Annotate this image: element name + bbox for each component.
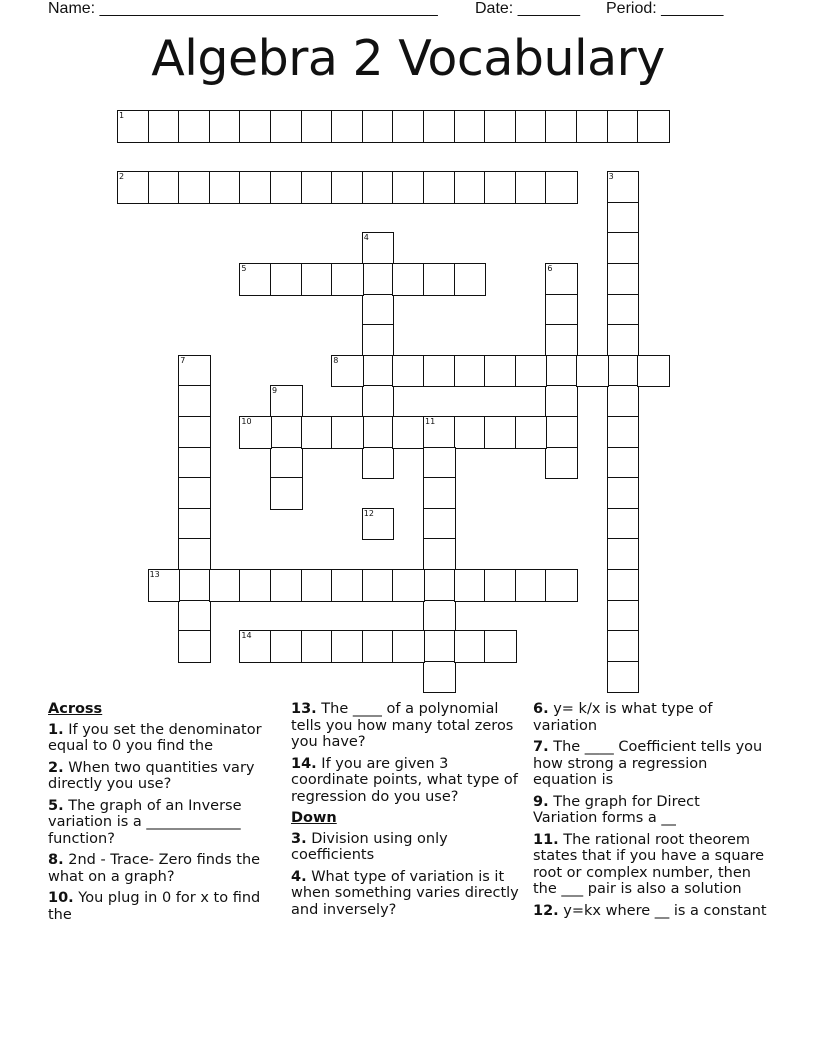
crossword-cell[interactable]: [239, 416, 272, 449]
name-field-label: Name: ______________________________________: [48, 0, 438, 17]
crossword-cell[interactable]: [607, 324, 640, 357]
clue-number: 7: [180, 355, 186, 365]
crossword-cell[interactable]: [423, 477, 456, 510]
crossword-cell[interactable]: [607, 569, 640, 602]
crossword-cell[interactable]: [301, 263, 334, 296]
crossword-cell[interactable]: [607, 661, 640, 694]
clue-3-down: 3. Division using only coefficients: [291, 830, 448, 863]
crossword-cell[interactable]: [117, 171, 150, 204]
crossword-cell[interactable]: [178, 538, 211, 571]
crossword-cell[interactable]: [392, 110, 425, 143]
crossword-cell[interactable]: [362, 232, 395, 265]
crossword-cell[interactable]: [576, 110, 609, 143]
clue-number: 8: [333, 355, 339, 365]
crossword-cell[interactable]: [607, 600, 640, 633]
clue-number: 5: [241, 264, 247, 273]
crossword-cell[interactable]: [423, 355, 456, 388]
crossword-cell[interactable]: [270, 477, 303, 510]
crossword-cell[interactable]: [423, 171, 456, 204]
crossword-cell[interactable]: [301, 416, 334, 449]
crossword-cell[interactable]: [362, 569, 395, 602]
crossword-cell[interactable]: [637, 110, 670, 143]
crossword-cell[interactable]: [178, 171, 211, 204]
crossword-cell[interactable]: [515, 110, 548, 143]
crossword-cell[interactable]: [392, 569, 425, 602]
crossword-cell[interactable]: [270, 569, 303, 602]
crossword-cell[interactable]: [148, 110, 181, 143]
crossword-cell[interactable]: [209, 171, 242, 204]
crossword-cell[interactable]: [515, 416, 548, 449]
crossword-cell[interactable]: [423, 569, 456, 602]
clue-number: 6: [547, 264, 553, 273]
crossword-cell[interactable]: [270, 447, 303, 480]
clue-number: 3: [608, 172, 614, 182]
crossword-cell[interactable]: [545, 324, 578, 357]
crossword-cell[interactable]: [392, 416, 425, 449]
crossword-cell[interactable]: [607, 171, 640, 204]
clue-6-down: 6. y= k/x is what type of variation: [533, 701, 713, 734]
crossword-cell[interactable]: [362, 416, 395, 449]
crossword-cell[interactable]: [484, 630, 517, 663]
crossword-cell[interactable]: [117, 110, 150, 143]
crossword-cell[interactable]: [331, 569, 364, 602]
crossword-cell[interactable]: [362, 447, 395, 480]
clue-13-across: 13. The ____ of a polynomial tells you how many total zeros you have?: [291, 701, 514, 750]
crossword-cell[interactable]: [454, 263, 487, 296]
clue-14-across: 14. If you are given 3 coordinate points, what type of regression do you use?: [291, 755, 518, 805]
crossword-cell[interactable]: [270, 416, 303, 449]
crossword-cell[interactable]: [484, 110, 517, 143]
crossword-cell[interactable]: [607, 385, 640, 418]
crossword-cell[interactable]: [392, 355, 425, 388]
clue-12-down: 12. y=kx where __ is a constant: [533, 902, 767, 919]
clues-column-3: [533, 701, 768, 924]
clue-10-across: 10. You plug in 0 for x to find the: [48, 890, 261, 923]
crossword-cell[interactable]: [607, 538, 640, 571]
crossword-cell[interactable]: [576, 355, 609, 388]
crossword-cell[interactable]: [178, 447, 211, 480]
clue-1-across: 1. If you set the denominator equal to 0 you find the: [48, 721, 262, 754]
crossword-cell[interactable]: [545, 416, 578, 449]
crossword-cell[interactable]: [423, 600, 456, 633]
crossword-cell[interactable]: [423, 538, 456, 571]
crossword-cell[interactable]: [362, 171, 395, 204]
crossword-cell[interactable]: [362, 110, 395, 143]
crossword-cell[interactable]: [178, 508, 211, 541]
crossword-cell[interactable]: [423, 416, 456, 449]
clue-4-down: 4. What type of variation is it when something varies directly and inversely?: [291, 868, 519, 918]
crossword-cell[interactable]: [607, 202, 640, 235]
crossword-cell[interactable]: [362, 630, 395, 663]
crossword-cell[interactable]: [515, 569, 548, 602]
crossword-cell[interactable]: [270, 171, 303, 204]
crossword-cell[interactable]: [270, 110, 303, 143]
crossword-cell[interactable]: [607, 477, 640, 510]
clue-number: 12: [363, 508, 374, 518]
crossword-cell[interactable]: [239, 263, 272, 296]
crossword-cell[interactable]: [545, 385, 578, 418]
crossword-cell[interactable]: [545, 263, 578, 296]
crossword-cell[interactable]: [178, 600, 211, 633]
clue-8-across: 8. 2nd - Trace- Zero finds the what on a graph?: [48, 852, 261, 885]
crossword-cell[interactable]: [454, 630, 487, 663]
crossword-cell[interactable]: [454, 569, 487, 602]
crossword-cell[interactable]: [454, 171, 487, 204]
crossword-cell[interactable]: [331, 110, 364, 143]
clue-2-across: 2. When two quantities vary directly you use?: [48, 759, 255, 792]
clue-number: 2: [119, 172, 125, 182]
crossword-cell[interactable]: [239, 630, 272, 663]
crossword-cell[interactable]: [239, 569, 272, 602]
crossword-cell[interactable]: [331, 630, 364, 663]
crossword-cell[interactable]: [178, 385, 211, 418]
crossword-cell[interactable]: [270, 263, 303, 296]
crossword-cell[interactable]: [301, 171, 334, 204]
crossword-cell[interactable]: [209, 569, 242, 602]
clue-number: 4: [363, 233, 369, 243]
clue-7-down: 7. The ____ Coefficient tells you how strong a regression equation is: [533, 739, 763, 788]
crossword-cell[interactable]: [362, 508, 395, 541]
crossword-cell[interactable]: [301, 630, 334, 663]
crossword-cell[interactable]: [545, 110, 578, 143]
crossword-cell[interactable]: [484, 171, 517, 204]
crossword-cell[interactable]: [331, 416, 364, 449]
crossword-cell[interactable]: [454, 110, 487, 143]
crossword-cell[interactable]: [239, 171, 272, 204]
crossword-cell[interactable]: [178, 110, 211, 143]
date-field-label: Date: _______: [475, 0, 580, 17]
down-heading: Down: [291, 810, 337, 826]
clue-5-across: 5. The graph of an Inverse variation is a _____________ function?: [48, 797, 242, 847]
crossword-cell[interactable]: [545, 355, 578, 388]
crossword-cell[interactable]: [362, 263, 395, 296]
crossword-cell[interactable]: [607, 447, 640, 480]
crossword-cell[interactable]: [148, 569, 181, 602]
crossword-cell[interactable]: [301, 110, 334, 143]
page-title: Algebra 2 Vocabulary: [151, 30, 665, 87]
crossword-cell[interactable]: [270, 385, 303, 418]
crossword-cell[interactable]: [178, 630, 211, 663]
crossword-cell[interactable]: [178, 569, 211, 602]
crossword-cell[interactable]: [637, 355, 670, 388]
crossword-cell[interactable]: [423, 110, 456, 143]
crossword-cell[interactable]: [270, 630, 303, 663]
crossword-cell[interactable]: [515, 355, 548, 388]
clue-9-down: 9. The graph for Direct Variation forms a __: [533, 793, 700, 826]
clue-number: 1: [119, 111, 125, 120]
crossword-cell[interactable]: [545, 171, 578, 204]
clue-number: 11: [425, 417, 436, 426]
crossword-cell[interactable]: [607, 263, 640, 296]
crossword-cell[interactable]: [515, 171, 548, 204]
crossword-cell[interactable]: [392, 630, 425, 663]
across-heading: Across: [48, 701, 103, 717]
crossword-cell[interactable]: [362, 294, 395, 327]
crossword-cell[interactable]: [331, 171, 364, 204]
crossword-cell[interactable]: [484, 569, 517, 602]
crossword-cell[interactable]: [607, 508, 640, 541]
crossword-cell[interactable]: [423, 508, 456, 541]
clue-number: 13: [149, 570, 160, 579]
crossword-cell[interactable]: [362, 324, 395, 357]
crossword-cell[interactable]: [148, 171, 181, 204]
crossword-cell[interactable]: [331, 355, 364, 388]
clue-11-down: 11. The rational root theorem states that if you have a square root or complex number, then the ___ pair is also a solution: [533, 831, 765, 897]
clues-column-1: [48, 701, 283, 928]
crossword-cell[interactable]: [545, 569, 578, 602]
crossword-cell[interactable]: [239, 110, 272, 143]
crossword-cell[interactable]: [362, 385, 395, 418]
crossword-cell[interactable]: [362, 355, 395, 388]
crossword-cell[interactable]: [423, 661, 456, 694]
crossword-cell[interactable]: [607, 232, 640, 265]
crossword-cell[interactable]: [392, 263, 425, 296]
crossword-cell[interactable]: [607, 416, 640, 449]
crossword-cell[interactable]: [454, 416, 487, 449]
crossword-cell[interactable]: [178, 355, 211, 388]
crossword-cell[interactable]: [484, 355, 517, 388]
crossword-cell[interactable]: [209, 110, 242, 143]
crossword-cell[interactable]: [178, 416, 211, 449]
crossword-cell[interactable]: [423, 630, 456, 663]
crossword-cell[interactable]: [607, 355, 640, 388]
period-field-label: Period: _______: [606, 0, 724, 17]
crossword-cell[interactable]: [423, 447, 456, 480]
crossword-cell[interactable]: [301, 569, 334, 602]
crossword-cell[interactable]: [454, 355, 487, 388]
crossword-cell[interactable]: [607, 110, 640, 143]
clue-number: 10: [241, 417, 252, 426]
crossword-cell[interactable]: [545, 294, 578, 327]
crossword-cell[interactable]: [178, 477, 211, 510]
crossword-cell[interactable]: [545, 447, 578, 480]
clue-number: 9: [272, 386, 278, 396]
clue-number: 14: [241, 631, 252, 641]
crossword-cell[interactable]: [484, 416, 517, 449]
crossword-cell[interactable]: [392, 171, 425, 204]
crossword-cell[interactable]: [607, 294, 640, 327]
crossword-cell[interactable]: [331, 263, 364, 296]
crossword-cell[interactable]: [423, 263, 456, 296]
clues-column-2: [291, 701, 526, 923]
crossword-cell[interactable]: [607, 630, 640, 663]
